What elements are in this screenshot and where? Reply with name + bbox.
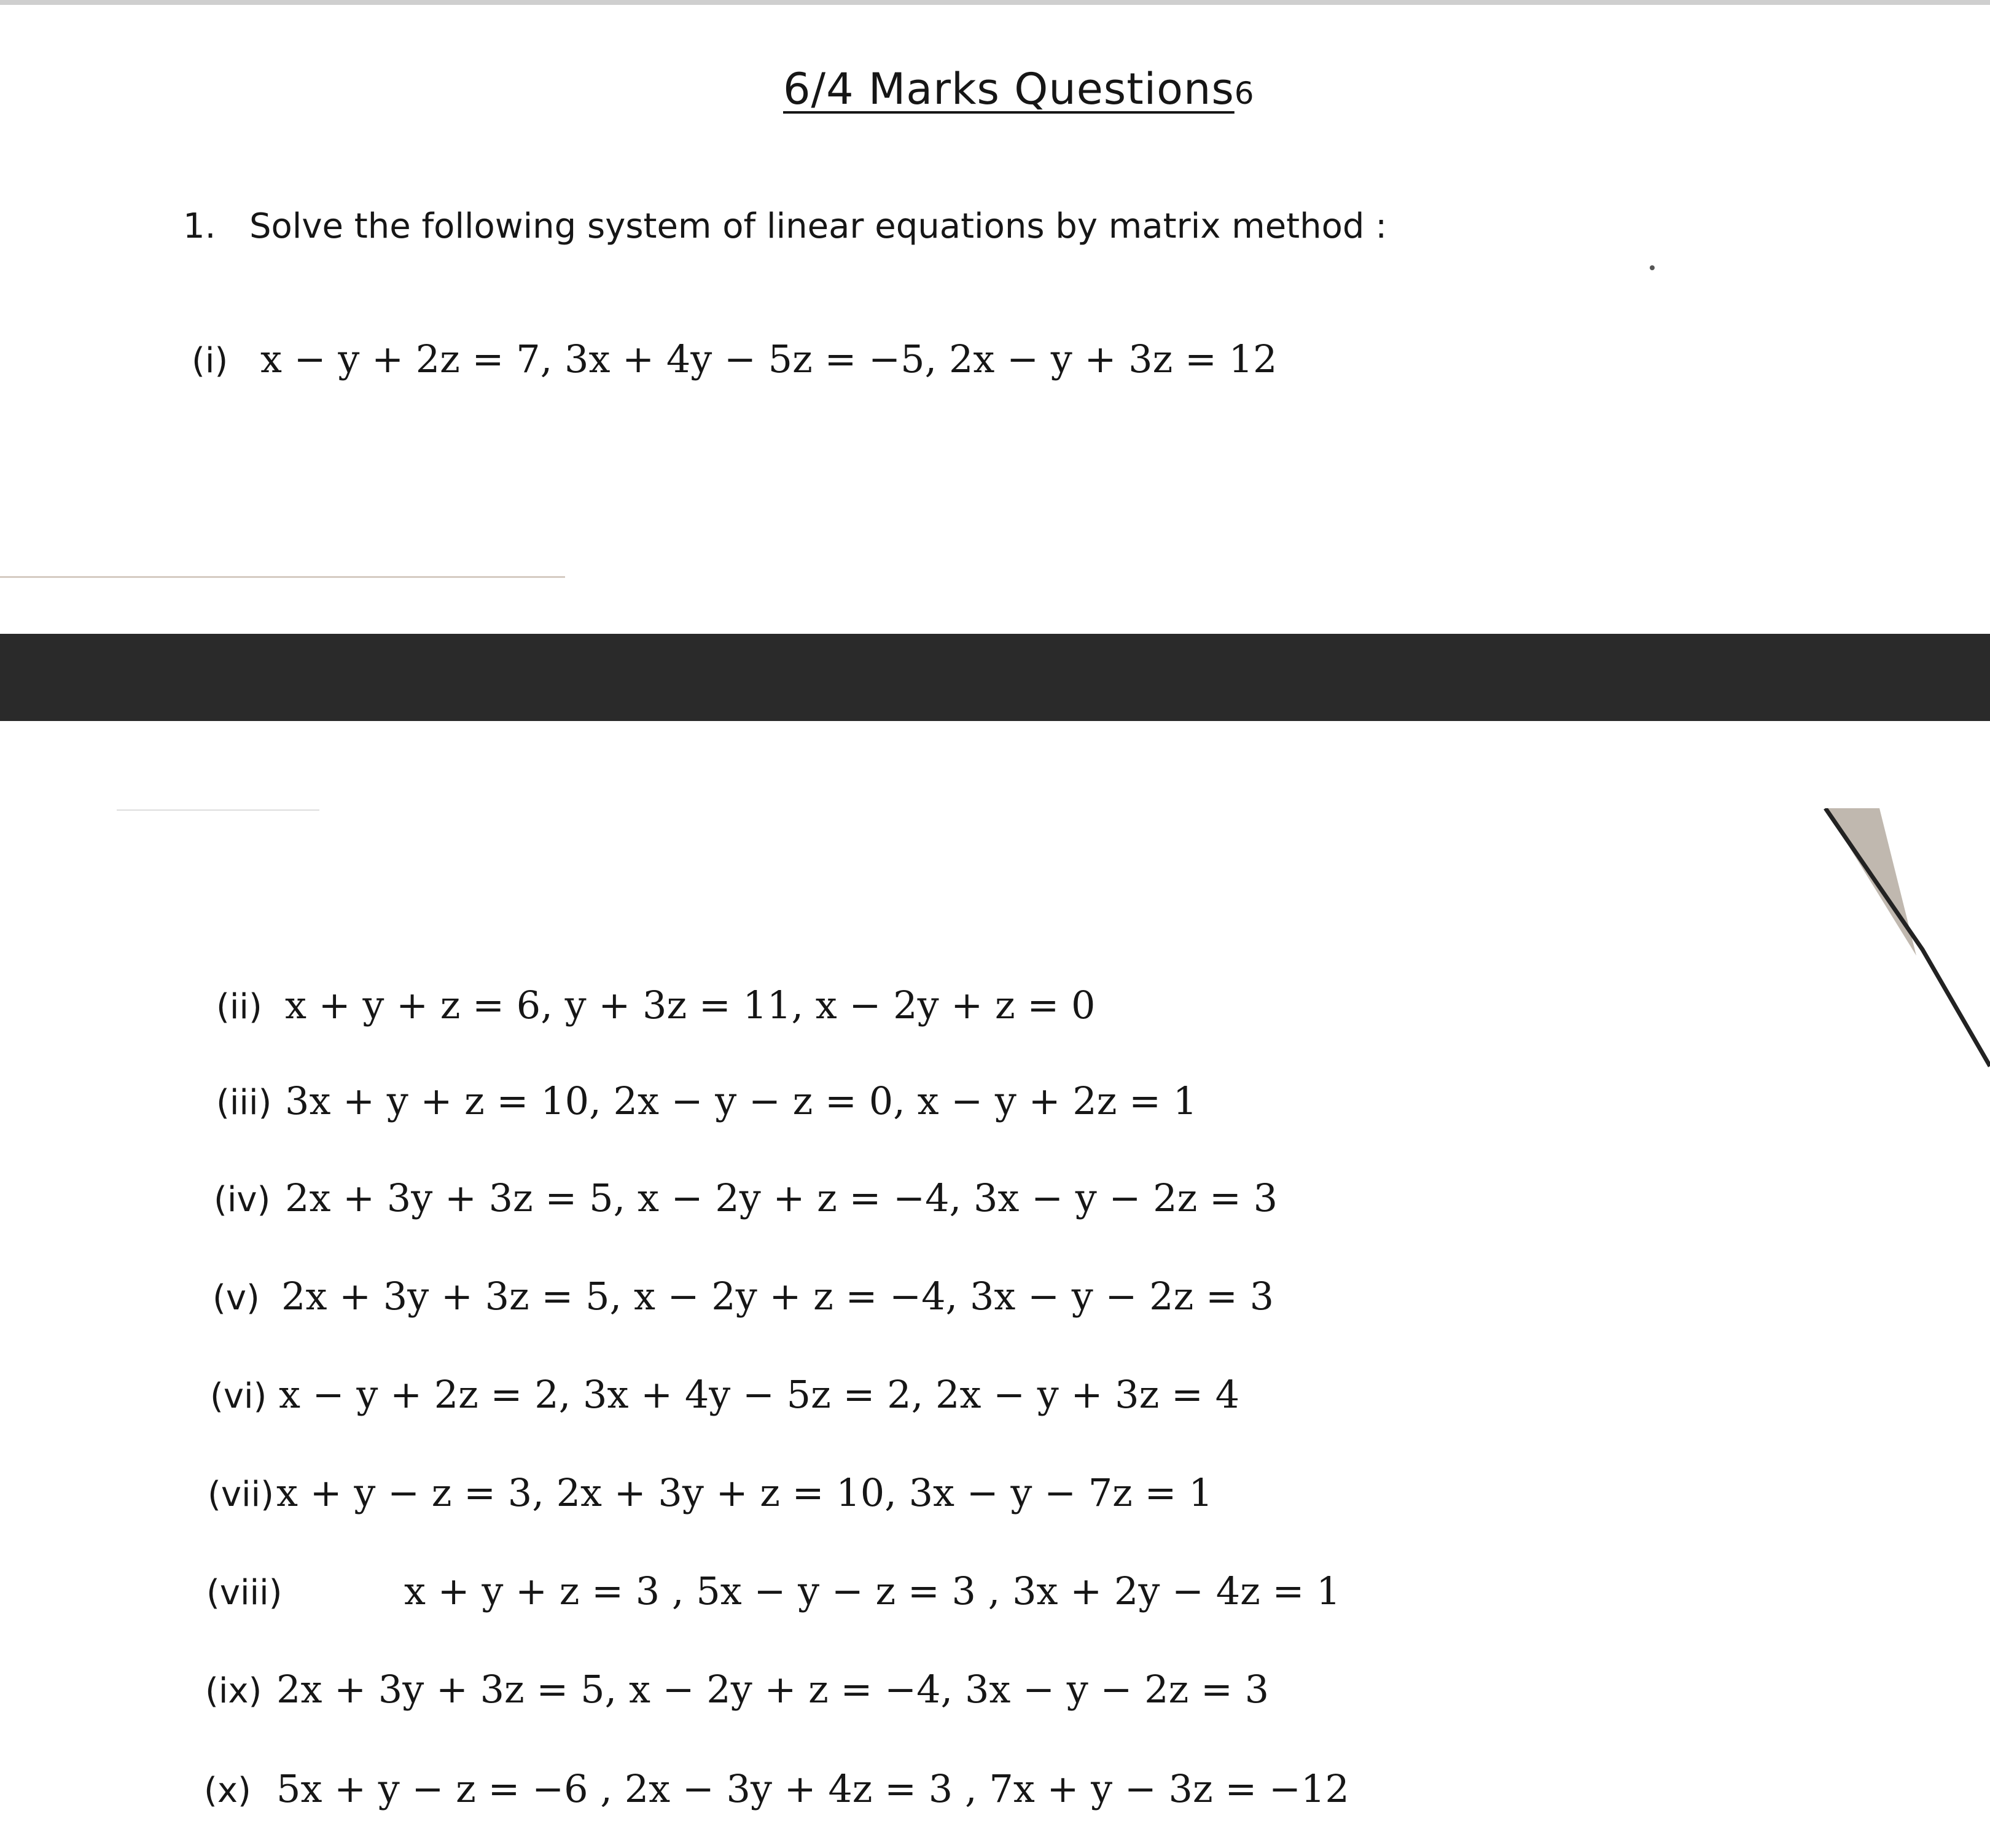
item-label: (vi) [210,1376,267,1416]
question-text: Solve the following system of linear equations by matrix method : [249,206,1387,246]
item-equations: 2x + 3y + 3z = 5, x − 2y + z = −4, 3x − y − 2z = 3 [276,1667,1270,1712]
item-label: (iv) [214,1180,271,1220]
item-vi [210,1372,1239,1417]
item-equations: x + y + z = 6, y + 3z = 11, x − 2y + z = 0 [285,983,1096,1027]
question-1 [183,206,1387,246]
item-label: (ii) [216,987,262,1027]
page-edge-line [0,576,565,578]
item-equations: 2x + 3y + 3z = 5, x − 2y + z = −4, 3x − y − 2z = 3 [281,1274,1274,1319]
item-x [204,1766,1349,1811]
page-title [783,64,1255,114]
item-label: (iii) [216,1083,272,1123]
item-label: (v) [213,1278,260,1318]
item-equations: x − y + 2z = 7, 3x + 4y − 5z = −5, 2x − y + 3z = 12 [260,337,1278,381]
item-label: (vii) [208,1475,274,1515]
item-iv [214,1175,1278,1220]
item-ii [216,983,1095,1027]
item-v [213,1274,1274,1319]
item-equations: x + y + z = 3 , 5x − y − z = 3 , 3x + 2y − 4z = 1 [404,1569,1341,1613]
title-text: 6/4 Marks Questions [783,64,1235,114]
page-separator-bar [0,634,1990,721]
page-corner-fold-icon [1818,808,1990,1152]
item-label: (ix) [205,1671,262,1711]
stray-dot-mark [1650,265,1655,270]
item-ix [205,1667,1269,1712]
item-i [192,337,1278,381]
page-edge-line-2 [117,809,319,811]
question-number: 1. [183,206,216,246]
item-viii [206,1569,1341,1613]
item-iii [216,1078,1197,1123]
item-equations: x + y − z = 3, 2x + 3y + z = 10, 3x − y − 7z = 1 [276,1470,1213,1515]
item-label: (i) [192,341,228,381]
item-equations: x − y + 2z = 2, 3x + 4y − 5z = 2, 2x − y + 3z = 4 [279,1372,1240,1417]
item-vii [208,1470,1213,1515]
item-equations: 2x + 3y + 3z = 5, x − 2y + z = −4, 3x − y − 2z = 3 [285,1175,1278,1220]
item-equations: 3x + y + z = 10, 2x − y − z = 0, x − y + 2z = 1 [285,1078,1198,1123]
item-label: (viii) [206,1573,283,1613]
title-suffix: 6 [1234,76,1255,111]
top-page [0,0,1990,634]
item-equations: 5x + y − z = −6 , 2x − 3y + 4z = 3 , 7x + y − 3z = −12 [276,1766,1349,1811]
item-label: (x) [204,1771,251,1811]
